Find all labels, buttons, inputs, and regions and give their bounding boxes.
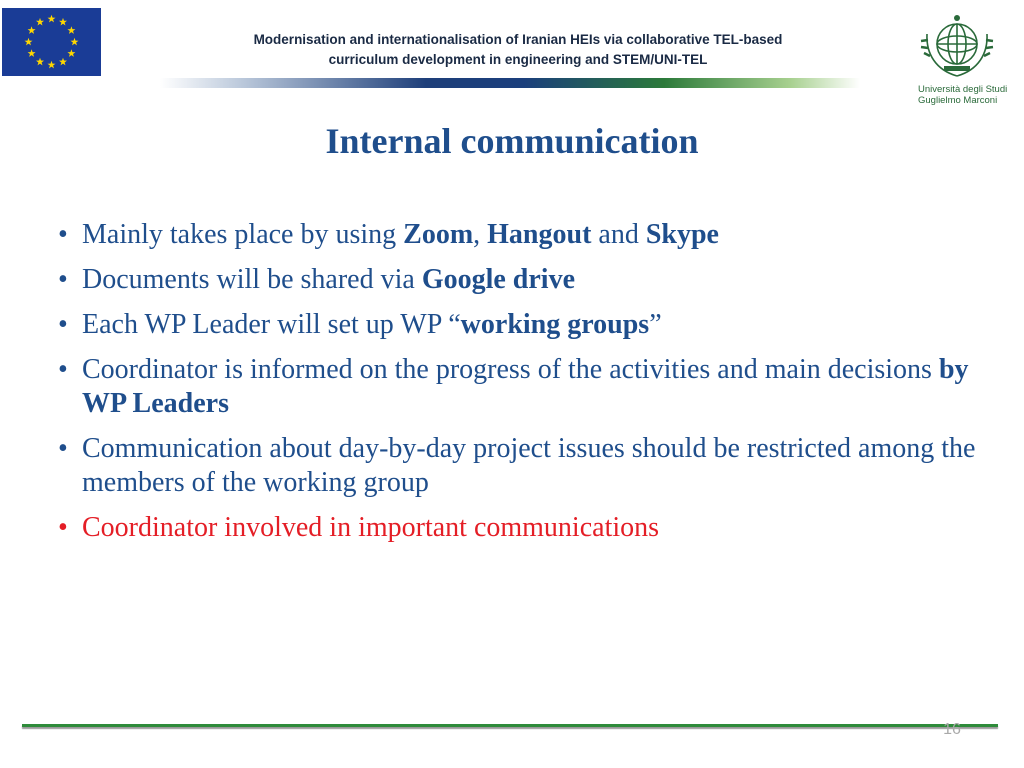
bullet-text: Coordinator involved in important communications xyxy=(82,512,660,543)
bullet-text: and xyxy=(591,219,646,250)
university-name-line-2: Guglielmo Marconi xyxy=(918,95,998,106)
header-gradient-bar xyxy=(160,78,860,88)
bullet-bold-text: Skype xyxy=(645,219,719,250)
bullet-item-highlighted xyxy=(58,511,988,545)
bullet-text: Documents will be shared via xyxy=(82,264,422,295)
bullet-text: Coordinator is informed on the progress of the activities and main decisions xyxy=(82,354,939,385)
university-logo xyxy=(918,10,1008,110)
project-header xyxy=(170,30,866,70)
bullet-text: , xyxy=(473,219,488,250)
bullet-bold-text: Google drive xyxy=(421,264,576,295)
bullet-item xyxy=(58,432,988,500)
page-number: 16 xyxy=(943,721,961,738)
bullet-item xyxy=(58,263,988,297)
bullet-item xyxy=(58,308,988,342)
bullet-text: Each WP Leader will set up WP “ xyxy=(82,309,461,340)
bullet-item xyxy=(58,218,988,252)
university-name xyxy=(918,84,1008,106)
bullet-text: Mainly takes place by using xyxy=(82,219,404,250)
footer-divider xyxy=(22,724,998,727)
bullet-item xyxy=(58,353,988,421)
university-emblem-icon xyxy=(918,10,996,82)
bullet-text: ” xyxy=(649,309,662,340)
bullet-bold-text: Zoom xyxy=(403,219,474,250)
header-line-1: Modernisation and internationalisation of Iranian HEIs via collaborative TEL-based xyxy=(253,32,783,47)
bullet-list xyxy=(58,218,988,556)
bullet-bold-text: by WP Leaders xyxy=(82,354,969,419)
university-name-line-1: Università degli Studi xyxy=(918,84,1008,95)
eu-flag-icon xyxy=(2,8,101,76)
bullet-bold-text: working groups xyxy=(460,309,650,340)
bullet-text: Communication about day-by-day project issues should be restricted among the members of the working group xyxy=(82,433,976,498)
slide-title: Internal communication xyxy=(325,121,699,161)
bullet-bold-text: Hangout xyxy=(487,219,592,250)
header-line-2: curriculum development in engineering and STEM/UNI-TEL xyxy=(328,52,708,67)
